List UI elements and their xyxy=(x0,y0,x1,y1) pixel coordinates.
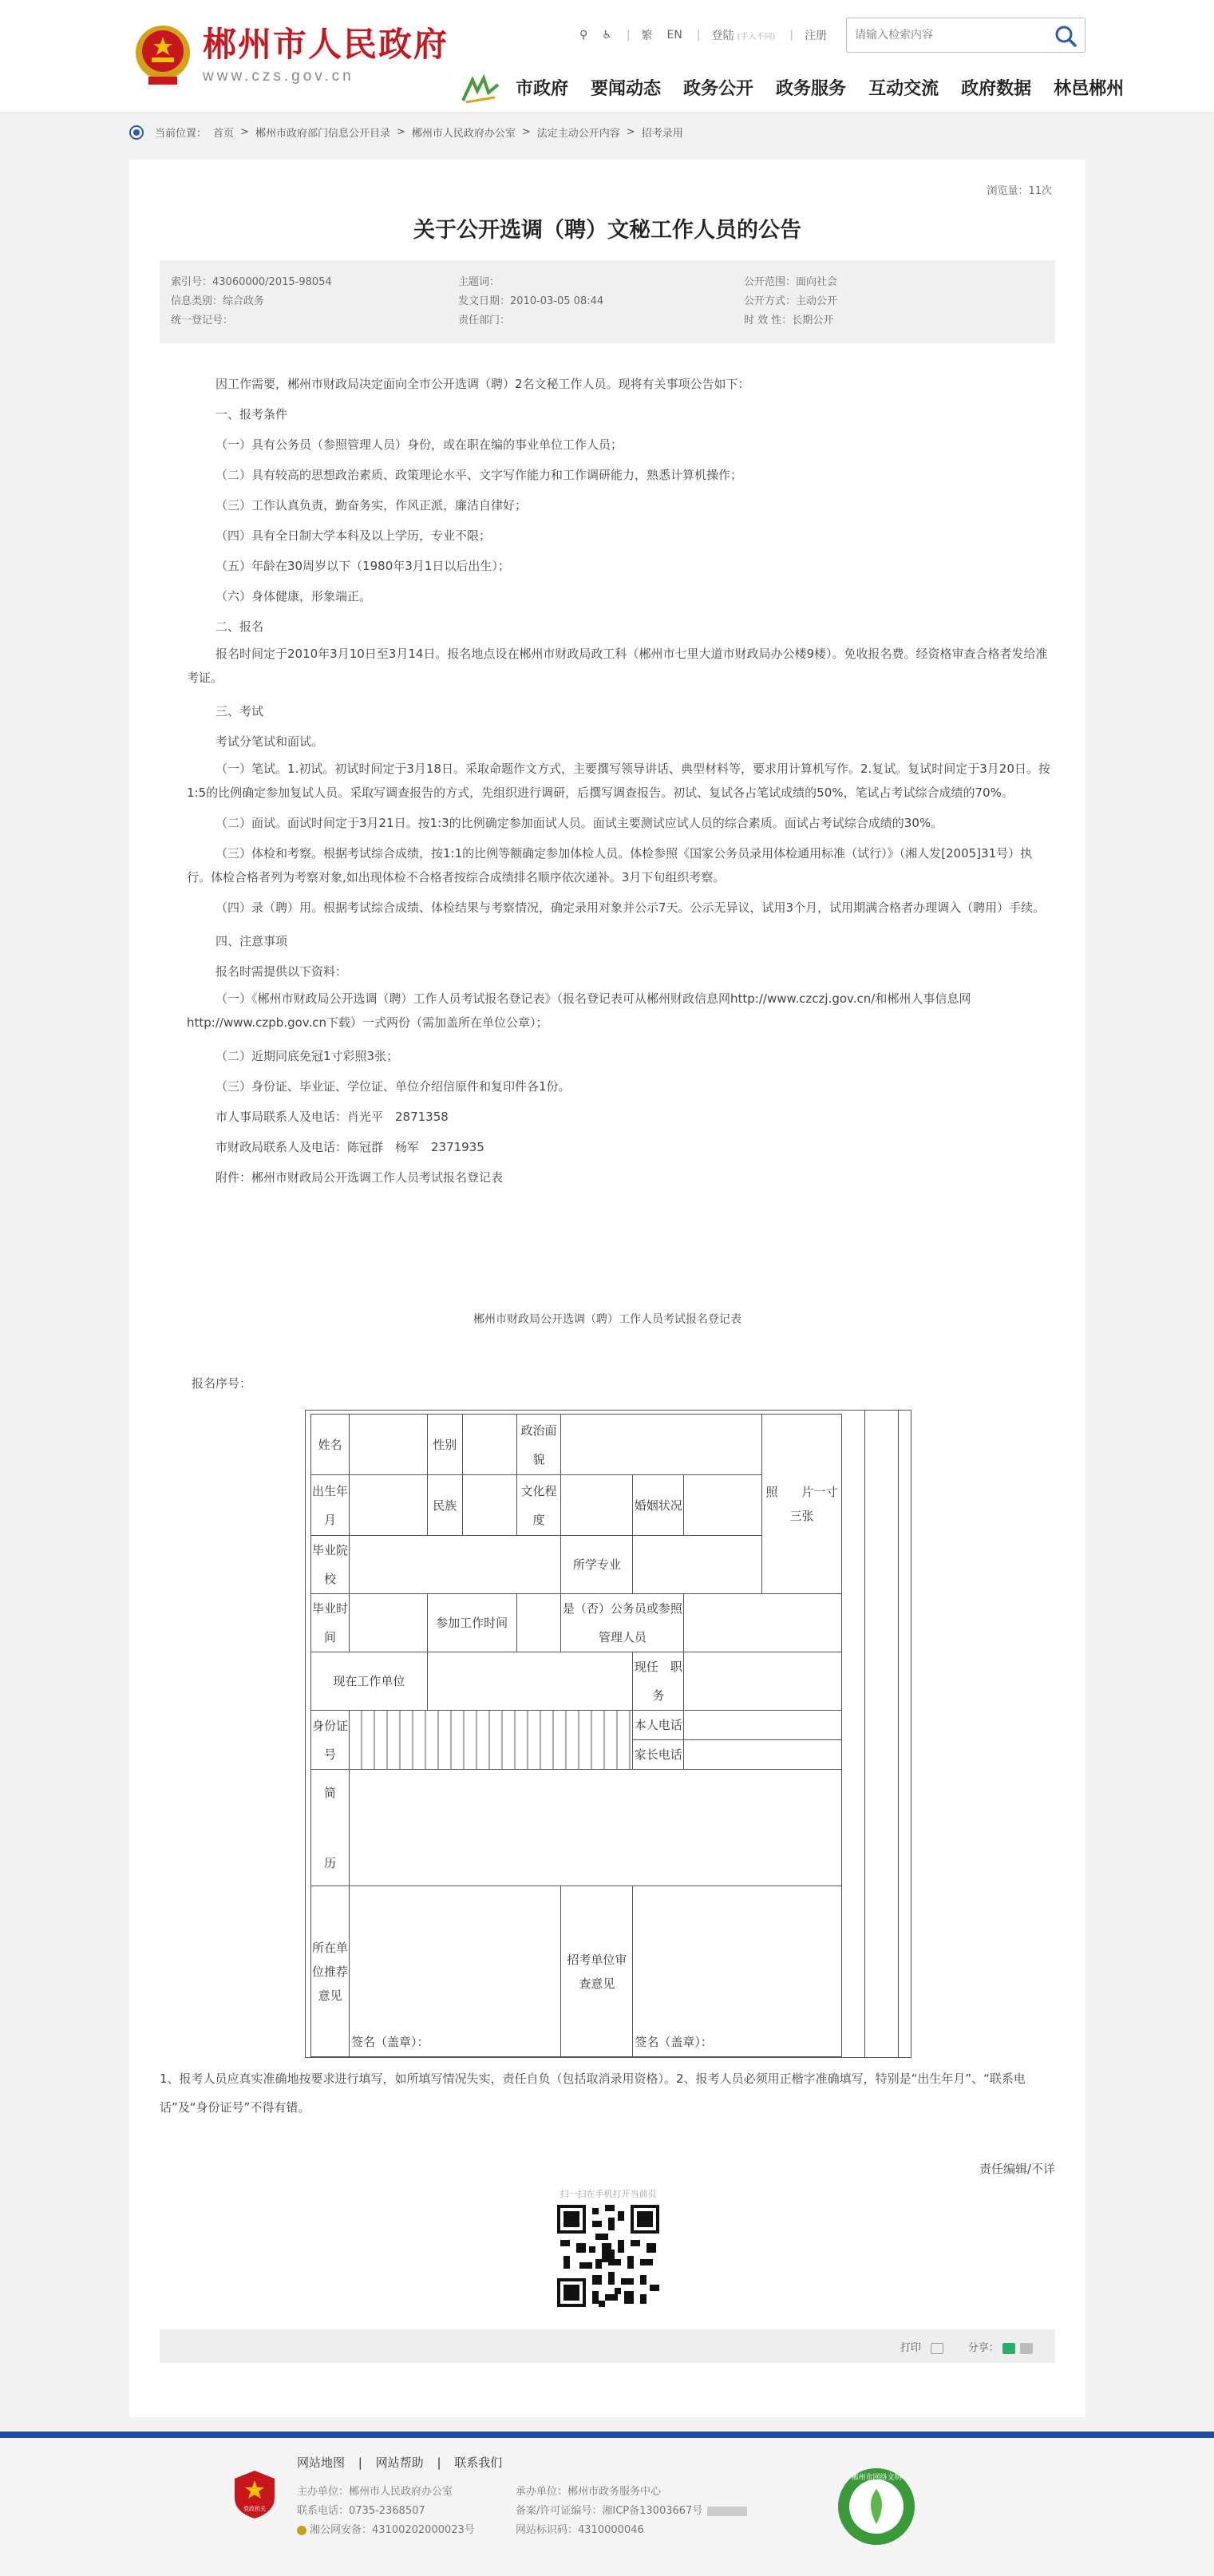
footer-organizer: 承办单位：郴州市政务服务中心 xyxy=(516,2486,662,2498)
site-logo[interactable] xyxy=(132,21,449,88)
footer-tel: 联系电话：0735-2368507 xyxy=(297,2505,425,2517)
label-civil-servant: 是（否）公务员或参照管理人员 xyxy=(561,1594,684,1652)
view-count: 浏览量：11次 xyxy=(987,185,1052,197)
registration-table xyxy=(310,1414,842,2057)
footer-icp[interactable] xyxy=(516,2502,747,2521)
party-government-badge-icon[interactable] xyxy=(231,2469,278,2520)
site-title: 郴州市人民政府 xyxy=(203,25,449,64)
footer-icp-text: 备案/许可证编号：湘ICP备13003667号 xyxy=(516,2505,703,2517)
label-phone-parent: 家长电话 xyxy=(633,1740,684,1770)
label-gender: 性别 xyxy=(427,1415,462,1475)
meta-validity: 时 效 性：长期公开 xyxy=(744,315,834,326)
site-url: www.czs.gov.cn xyxy=(203,68,354,85)
site-header xyxy=(0,0,1214,113)
nav-gov-data[interactable]: 政府数据 xyxy=(961,79,1032,99)
label-photo: 照 片一寸三张 xyxy=(762,1415,842,1594)
paragraph: （四）具有全日制大学本科及以上学历，专业不限； xyxy=(216,528,492,543)
field-ethnic[interactable] xyxy=(462,1475,516,1536)
field-civil-servant[interactable] xyxy=(684,1594,842,1652)
label-ethnic: 民族 xyxy=(427,1475,462,1536)
table-border xyxy=(864,1411,865,2057)
meta-date: 发文日期：2010-03-05 08:44 xyxy=(458,295,604,307)
footer-divider xyxy=(0,2432,1214,2438)
footer-links xyxy=(297,2454,512,2471)
label-review-opinion: 招考单位审查意见 xyxy=(561,1886,633,2057)
section-heading: 四、注意事项 xyxy=(216,934,288,948)
register-link[interactable]: 注册 xyxy=(805,30,828,42)
footer-host: 主办单位：郴州市人民政府办公室 xyxy=(297,2486,453,2498)
paragraph: （一）笔试。1.初试。初试时间定于3月18日。采取命题作文方式，主要撰写领导讲话、典型材料等，要求用计算机写作。2.复试。复试时间定于3月20日。按1:5的比例确定参加复试人员。采取写调查报告的方式，先组织进行调研，后撰写调查报告。初试、复试各占笔试成绩的50%，笔试占考试综合成绩的70%。 xyxy=(187,762,1050,800)
share-label: 分享： xyxy=(967,2342,999,2354)
footer-contact-link[interactable]: 联系我们 xyxy=(454,2455,503,2470)
seal-text: 郴州市网络文明 xyxy=(851,2474,902,2482)
paragraph: （二）近期同底免冠1寸彩照3张； xyxy=(216,1049,399,1063)
search-input[interactable] xyxy=(855,18,1046,52)
label-education: 文化程度 xyxy=(516,1475,561,1536)
breadcrumb-sep: > xyxy=(240,126,249,138)
nav-city-government[interactable]: 市政府 xyxy=(516,79,569,99)
footer-sep: | xyxy=(437,2455,441,2470)
elder-mode-link[interactable]: ⚲ xyxy=(579,29,588,42)
badge-text: 党政机关 xyxy=(243,2506,266,2512)
section-heading: 二、报名 xyxy=(216,619,264,634)
signature-label: 签名（盖章）： xyxy=(350,2035,429,2049)
field-review-opinion[interactable] xyxy=(633,1886,842,2057)
paragraph: （三）身份证、毕业证、学位证、单位介绍信原件和复印件各1份。 xyxy=(216,1079,571,1094)
breadcrumb-active-disclosure[interactable]: 法定主动公开内容 xyxy=(536,128,620,140)
registration-form xyxy=(305,1410,911,2058)
field-political[interactable] xyxy=(561,1415,762,1475)
field-birth[interactable] xyxy=(349,1475,427,1536)
field-phone-parent[interactable] xyxy=(684,1740,842,1770)
paragraph: 因工作需要，郴州市财政局决定面向全市公开选调（聘）2名文秘工作人员。现将有关事项公告如下： xyxy=(216,377,750,391)
label-work-time: 参加工作时间 xyxy=(427,1594,516,1652)
article-container xyxy=(129,160,1085,2417)
article-meta xyxy=(160,260,1055,343)
breadcrumb-catalog[interactable]: 郴州市政府部门信息公开目录 xyxy=(255,128,390,140)
meta-scope: 公开范围：面向社会 xyxy=(744,276,838,288)
field-current-unit[interactable] xyxy=(427,1652,633,1711)
label-marital: 婚姻状况 xyxy=(633,1475,684,1536)
registration-number-label: 报名序号： xyxy=(192,1376,252,1391)
signature-label: 签名（盖章）： xyxy=(635,2035,713,2049)
footer-police[interactable] xyxy=(297,2521,475,2540)
footer-sitemap-link[interactable]: 网站地图 xyxy=(297,2455,346,2470)
field-grad-time[interactable] xyxy=(349,1594,427,1652)
field-school[interactable] xyxy=(349,1536,561,1594)
paragraph: 报名时间定于2010年3月10日至3月14日。报名地点设在郴州市财政局政工科（郴州市七里大道市财政局办公楼9楼）。免收报名费。经资格审查合格者发给准考证。 xyxy=(187,647,1048,685)
field-gender[interactable] xyxy=(462,1415,516,1475)
traditional-chinese-link[interactable]: 繁 xyxy=(641,30,653,42)
site-footer xyxy=(0,2438,1214,2576)
meta-method: 公开方式：主动公开 xyxy=(744,295,838,307)
label-unit-opinion: 所在单位推荐意见 xyxy=(311,1886,350,2057)
paragraph: （一）《郴州市财政局公开选调（聘）工作人员考试报名登记表》（报名登记表可从郴州财政信息网http://www.czczj.gov.cn/和郴州人事信息网http://www.czpb.gov.cn下载）一式两份（需加盖所在单位公章）； xyxy=(187,991,971,1030)
login-note: (手入不同) xyxy=(737,33,776,42)
wechat-icon[interactable] xyxy=(1002,2343,1015,2354)
paragraph: （五）年龄在30周岁以下（1980年3月1日以后出生）； xyxy=(216,559,510,573)
police-icon xyxy=(297,2526,306,2535)
footer-sep: | xyxy=(358,2455,362,2470)
footer-col-1 xyxy=(297,2483,475,2540)
label-name: 姓名 xyxy=(311,1415,350,1475)
paragraph: 考试分笔试和面试。 xyxy=(216,734,324,749)
label-major: 所学专业 xyxy=(561,1536,633,1594)
responsible-editor: 责任编辑/不详 xyxy=(979,2162,1055,2176)
field-resume[interactable] xyxy=(349,1770,841,1886)
label-resume-bottom: 历 xyxy=(323,1855,336,1870)
field-education[interactable] xyxy=(561,1475,633,1536)
label-political: 政治面貌 xyxy=(516,1415,561,1475)
footer-col-2 xyxy=(516,2483,747,2540)
nav-interaction[interactable]: 互动交流 xyxy=(868,79,939,99)
page-title: 关于公开选调（聘）文秘工作人员的公告 xyxy=(413,218,801,243)
camera-icon[interactable] xyxy=(1020,2343,1033,2354)
share-bar xyxy=(160,2329,1055,2363)
accessibility-link[interactable]: ♿ xyxy=(602,29,612,42)
breadcrumb-home[interactable]: 首页 xyxy=(213,128,235,140)
field-work-time[interactable] xyxy=(516,1594,561,1652)
paragraph: （二）面试。面试时间定于3月21日。按1:3的比例确定参加面试人员。面试主要测试应试人员的综合素质。面试占考试综合成绩的30%。 xyxy=(216,816,943,830)
meta-category: 信息类别：综合政务 xyxy=(171,295,265,307)
breadcrumb-sep: > xyxy=(396,126,405,138)
paragraph: 市财政局联系人及电话：陈冠群 杨军 2371935 xyxy=(216,1140,484,1154)
printer-icon xyxy=(931,2343,943,2354)
field-name[interactable] xyxy=(349,1415,427,1475)
section-heading: 一、报考条件 xyxy=(216,407,288,421)
label-school: 毕业院校 xyxy=(311,1536,350,1594)
breadcrumb-label: 当前位置： xyxy=(155,128,208,140)
paragraph: 报名时需提供以下资料： xyxy=(216,964,348,979)
field-id-no[interactable] xyxy=(349,1711,632,1770)
paragraph: （一）具有公务员（参照管理人员）身份，或在职在编的事业单位工作人员； xyxy=(216,437,623,452)
qr-caption: 扫一扫在手机打开当前页 xyxy=(560,2189,657,2199)
paragraph: （三）体检和考察。根据考试综合成绩，按1:1的比例等额确定参加体检人员。体检参照《国家公务员录用体检通用标准（试行）》（湘人发[2005]31号）执行。体检合格者列为考察对象,如出现体检不合格者按综合成绩排名顺序依次递补。3月下旬组织考察。 xyxy=(187,846,1033,884)
label-phone-self: 本人电话 xyxy=(633,1711,684,1740)
breadcrumb-sep: > xyxy=(626,126,635,138)
paragraph: （六）身体健康，形象端正。 xyxy=(216,589,372,603)
nav-gov-affairs-open[interactable]: 政务公开 xyxy=(683,79,754,99)
paragraph: （三）工作认真负责，勤奋务实，作风正派，廉洁自律好； xyxy=(216,498,528,512)
search-box xyxy=(846,18,1085,53)
label-id-no: 身份证号 xyxy=(311,1711,350,1770)
city-mark-icon xyxy=(460,73,501,105)
meta-unified-no: 统一登记号： xyxy=(171,315,234,326)
field-major[interactable] xyxy=(633,1536,762,1594)
form-notes: 1、报考人员应真实准确地按要求进行填写，如所填写情况失实，责任自负（包括取消录用资格）。2、报考人员必须用正楷字准确填写，特别是“出生年月”、“联系电话”及“身份证号”不得有错。 xyxy=(160,2071,1026,2115)
footer-help-link[interactable]: 网站帮助 xyxy=(375,2455,424,2470)
table-border xyxy=(898,1411,899,2057)
field-marital[interactable] xyxy=(684,1475,762,1536)
divider: | xyxy=(789,29,794,42)
label-current-post: 现任 职务 xyxy=(633,1652,684,1711)
paragraph: （二）具有较高的思想政治素质、政策理论水平、文字写作能力和工作调研能力，熟悉计算机操作； xyxy=(216,468,743,482)
main-nav xyxy=(460,73,1124,105)
field-unit-opinion[interactable] xyxy=(349,1886,561,2057)
label-resume xyxy=(311,1770,350,1886)
field-phone-self[interactable] xyxy=(684,1711,842,1740)
label-grad-time: 毕业时间 xyxy=(311,1594,350,1652)
footer-police-text: 湘公网安备：43100202000023号 xyxy=(310,2524,475,2536)
nav-linyi-chenzhou[interactable]: 林邑郴州 xyxy=(1054,79,1125,99)
civilization-seal-icon[interactable] xyxy=(835,2465,918,2548)
label-current-unit: 现在工作单位 xyxy=(311,1652,428,1711)
field-current-post[interactable] xyxy=(684,1652,842,1711)
article-body xyxy=(160,369,1055,1193)
meta-index-no: 索引号：43060000/2015-98054 xyxy=(171,276,332,288)
national-emblem-icon xyxy=(132,21,193,88)
print-button[interactable] xyxy=(900,2339,943,2354)
search-icon[interactable] xyxy=(1054,25,1077,47)
qr-code-icon xyxy=(554,2202,662,2310)
divider: | xyxy=(696,29,701,42)
paragraph: 市人事局联系人及电话：肖光平 2871358 xyxy=(216,1110,449,1124)
breadcrumb-office[interactable]: 郴州市人民政府办公室 xyxy=(411,128,516,140)
english-link[interactable]: EN xyxy=(666,29,682,42)
breadcrumb-sep: > xyxy=(521,126,531,138)
meta-dept: 责任部门： xyxy=(458,315,511,326)
divider: | xyxy=(626,29,631,42)
top-links xyxy=(579,27,841,43)
login-link[interactable] xyxy=(712,27,776,43)
nav-news[interactable]: 要闻动态 xyxy=(591,79,662,99)
footer-site-code: 网站标识码：4310000046 xyxy=(516,2524,644,2536)
breadcrumb-recruitment[interactable]: 招考录用 xyxy=(641,128,683,140)
print-label: 打印 xyxy=(900,2342,921,2354)
breadcrumb xyxy=(129,125,690,140)
location-icon xyxy=(129,125,144,140)
label-resume-top: 简 xyxy=(323,1785,336,1800)
paragraph: （四）录（聘）用。根据考试综合成绩、体检结果与考察情况，确定录用对象并公示7天。公示无异议，试用3个月，试用期满合格者办理调入（聘用）手续。 xyxy=(216,900,1046,915)
form-title: 郴州市财政局公开选调（聘）工作人员考试报名登记表 xyxy=(473,1313,741,1326)
nav-gov-services[interactable]: 政务服务 xyxy=(776,79,847,99)
icp-badge-icon xyxy=(707,2507,747,2516)
login-label: 登陆 xyxy=(711,30,734,42)
label-birth: 出生年月 xyxy=(311,1475,350,1536)
share-group xyxy=(968,2339,1033,2354)
attachment-line: 附件：郴州市财政局公开选调工作人员考试报名登记表 xyxy=(216,1170,504,1185)
section-heading: 三、考试 xyxy=(216,704,264,718)
meta-subject: 主题词： xyxy=(458,276,500,288)
